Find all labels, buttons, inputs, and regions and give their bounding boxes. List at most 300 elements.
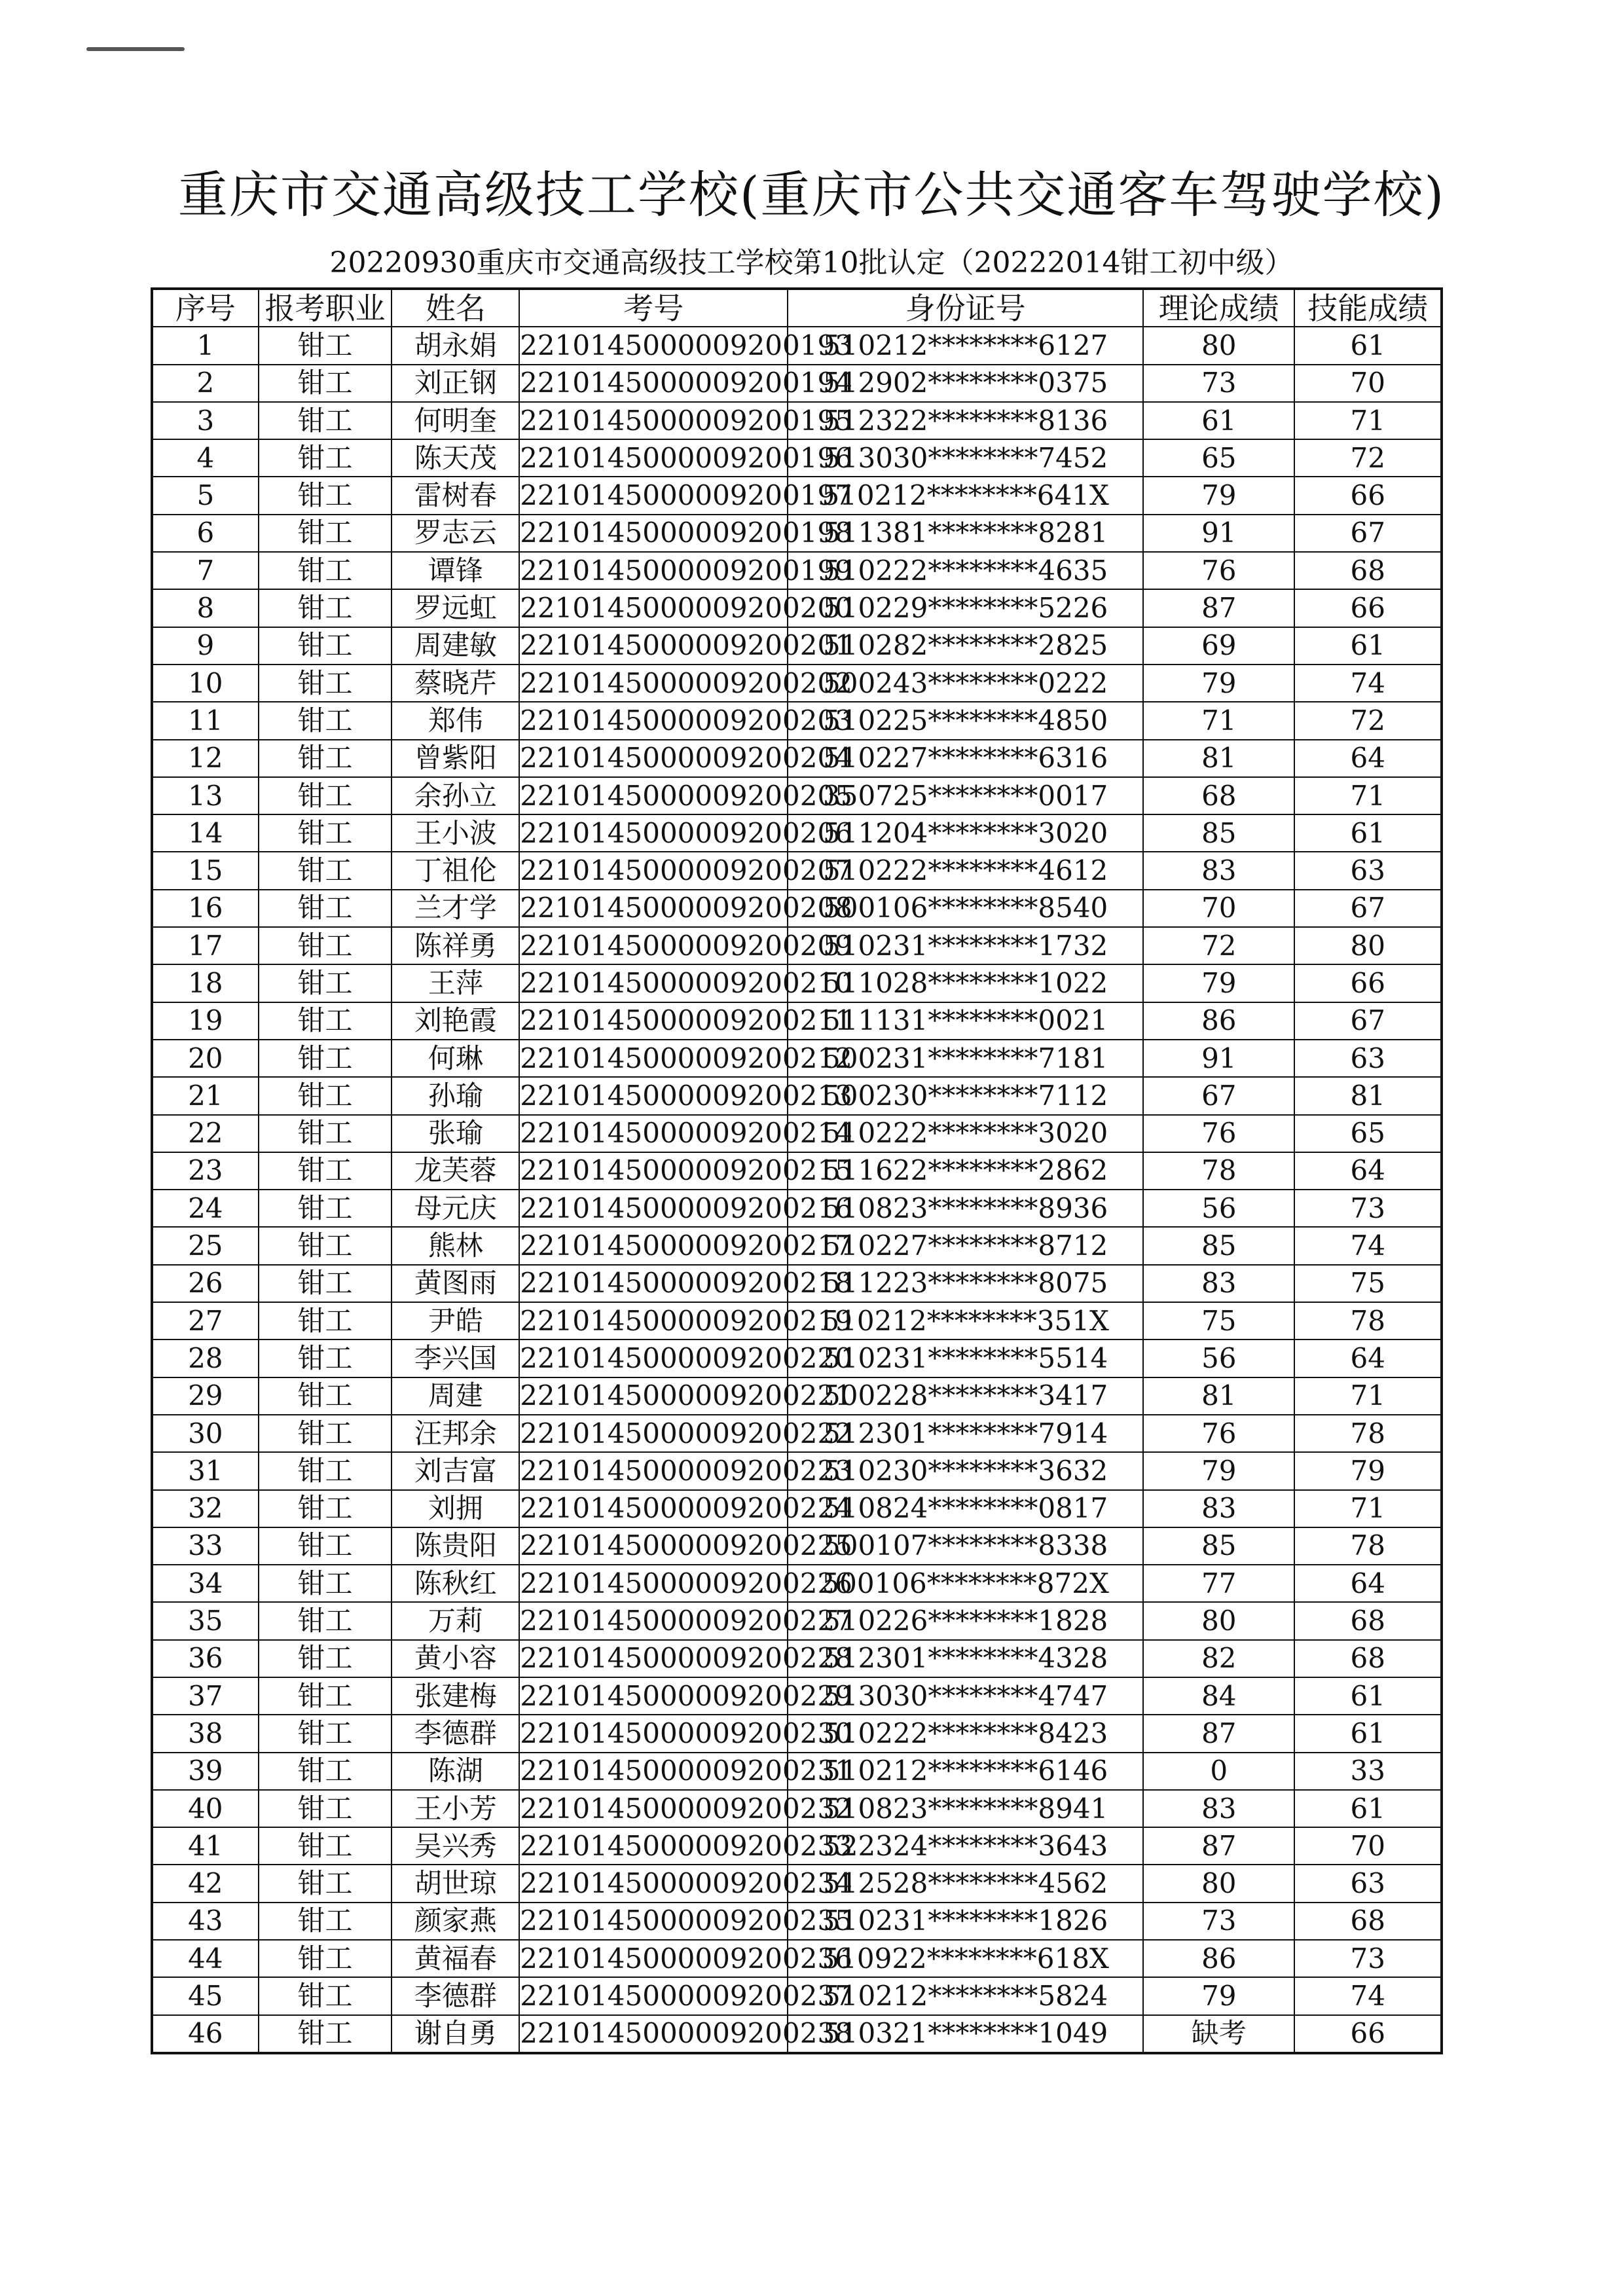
- cell-name: 李德群: [392, 1715, 519, 1752]
- cell-name: 刘正钢: [392, 365, 519, 402]
- cell-exam-number: 2210145000009200211: [519, 1002, 788, 1040]
- cell-seq: 16: [152, 890, 259, 927]
- cell-exam-number: 2210145000009200212: [519, 1040, 788, 1077]
- table-row: [152, 852, 1442, 889]
- cell-name: 周建: [392, 1377, 519, 1415]
- cell-id-number: 350725********0017: [788, 777, 1143, 814]
- cell-id-number: 510231********5514: [788, 1339, 1143, 1377]
- cell-exam-number: 2210145000009200224: [519, 1490, 788, 1527]
- table-row: [152, 1602, 1442, 1639]
- cell-skill-score: 68: [1294, 1640, 1442, 1677]
- cell-exam-number: 2210145000009200235: [519, 1903, 788, 1940]
- cell-occupation: 钳工: [259, 2015, 392, 2053]
- cell-theory-score: 76: [1143, 552, 1294, 589]
- cell-exam-number: 2210145000009200238: [519, 2015, 788, 2053]
- cell-skill-score: 68: [1294, 1602, 1442, 1639]
- scan-mark: [86, 47, 185, 51]
- document-title: 重庆市交通高级技工学校(重庆市公共交通客车驾驶学校): [177, 166, 1446, 224]
- table-row: [152, 1115, 1442, 1152]
- cell-skill-score: 78: [1294, 1415, 1442, 1452]
- cell-id-number: 511131********0021: [788, 1002, 1143, 1040]
- cell-occupation: 钳工: [259, 1265, 392, 1302]
- cell-exam-number: 2210145000009200225: [519, 1527, 788, 1565]
- table-row: [152, 402, 1442, 439]
- cell-exam-number: 2210145000009200206: [519, 814, 788, 852]
- cell-exam-number: 2210145000009200202: [519, 665, 788, 702]
- cell-exam-number: 2210145000009200209: [519, 927, 788, 964]
- cell-id-number: 500107********8338: [788, 1527, 1143, 1565]
- cell-occupation: 钳工: [259, 1152, 392, 1190]
- cell-seq: 13: [152, 777, 259, 814]
- cell-id-number: 522324********3643: [788, 1827, 1143, 1865]
- cell-seq: 17: [152, 927, 259, 964]
- cell-occupation: 钳工: [259, 1827, 392, 1865]
- cell-seq: 44: [152, 1940, 259, 1977]
- cell-skill-score: 68: [1294, 552, 1442, 589]
- cell-id-number: 500106********8540: [788, 890, 1143, 927]
- cell-seq: 23: [152, 1152, 259, 1190]
- cell-skill-score: 74: [1294, 1227, 1442, 1264]
- cell-occupation: 钳工: [259, 702, 392, 739]
- cell-id-number: 511028********1022: [788, 964, 1143, 1002]
- cell-seq: 19: [152, 1002, 259, 1040]
- table-row: [152, 1077, 1442, 1114]
- cell-id-number: 510222********3020: [788, 1115, 1143, 1152]
- table-row: [152, 1715, 1442, 1752]
- cell-id-number: 500106********872X: [788, 1565, 1143, 1602]
- cell-id-number: 513030********4747: [788, 1677, 1143, 1715]
- table-row: [152, 665, 1442, 702]
- cell-exam-number: 2210145000009200234: [519, 1865, 788, 1902]
- cell-id-number: 510212********5824: [788, 1977, 1143, 2014]
- cell-id-number: 510231********1732: [788, 927, 1143, 964]
- cell-id-number: 510212********6146: [788, 1753, 1143, 1790]
- cell-seq: 32: [152, 1490, 259, 1527]
- cell-seq: 15: [152, 852, 259, 889]
- cell-theory-score: 81: [1143, 1377, 1294, 1415]
- cell-exam-number: 2210145000009200229: [519, 1677, 788, 1715]
- cell-exam-number: 2210145000009200196: [519, 439, 788, 477]
- cell-name: 汪邦余: [392, 1415, 519, 1452]
- table-row: [152, 1227, 1442, 1264]
- cell-id-number: 511204********3020: [788, 814, 1143, 852]
- cell-seq: 25: [152, 1227, 259, 1264]
- cell-occupation: 钳工: [259, 1415, 392, 1452]
- cell-occupation: 钳工: [259, 665, 392, 702]
- cell-exam-number: 2210145000009200215: [519, 1152, 788, 1190]
- cell-name: 吴兴秀: [392, 1827, 519, 1865]
- cell-theory-score: 73: [1143, 1903, 1294, 1940]
- cell-exam-number: 2210145000009200223: [519, 1452, 788, 1489]
- cell-theory-score: 75: [1143, 1302, 1294, 1339]
- cell-skill-score: 61: [1294, 627, 1442, 665]
- cell-exam-number: 2210145000009200220: [519, 1339, 788, 1377]
- table-row: [152, 365, 1442, 402]
- table-row: [152, 702, 1442, 739]
- cell-skill-score: 67: [1294, 515, 1442, 552]
- cell-exam-number: 2210145000009200222: [519, 1415, 788, 1452]
- cell-exam-number: 2210145000009200203: [519, 702, 788, 739]
- table-row: [152, 1753, 1442, 1790]
- cell-skill-score: 63: [1294, 852, 1442, 889]
- cell-theory-score: 80: [1143, 327, 1294, 364]
- cell-theory-score: 77: [1143, 1565, 1294, 1602]
- cell-skill-score: 74: [1294, 665, 1442, 702]
- cell-theory-score: 79: [1143, 665, 1294, 702]
- cell-skill-score: 71: [1294, 402, 1442, 439]
- cell-seq: 12: [152, 740, 259, 777]
- cell-seq: 28: [152, 1339, 259, 1377]
- cell-name: 熊林: [392, 1227, 519, 1264]
- cell-name: 刘拥: [392, 1490, 519, 1527]
- header-skill-score: 技能成绩: [1294, 289, 1442, 327]
- cell-id-number: 510227********6316: [788, 740, 1143, 777]
- table-row: [152, 1865, 1442, 1902]
- cell-seq: 33: [152, 1527, 259, 1565]
- cell-occupation: 钳工: [259, 1002, 392, 1040]
- cell-id-number: 512528********4562: [788, 1865, 1143, 1902]
- cell-seq: 3: [152, 402, 259, 439]
- cell-occupation: 钳工: [259, 1339, 392, 1377]
- cell-occupation: 钳工: [259, 477, 392, 514]
- cell-skill-score: 71: [1294, 1377, 1442, 1415]
- document-subtitle: 20220930重庆市交通高级技工学校第10批认定（20222014钳工初中级）: [329, 246, 1294, 280]
- cell-skill-score: 66: [1294, 477, 1442, 514]
- table-row: [152, 1790, 1442, 1827]
- cell-occupation: 钳工: [259, 1302, 392, 1339]
- table-row: [152, 890, 1442, 927]
- cell-theory-score: 80: [1143, 1865, 1294, 1902]
- cell-id-number: 510222********8423: [788, 1715, 1143, 1752]
- cell-occupation: 钳工: [259, 777, 392, 814]
- cell-exam-number: 2210145000009200198: [519, 515, 788, 552]
- cell-occupation: 钳工: [259, 1077, 392, 1114]
- header-seq: 序号: [152, 289, 259, 327]
- cell-exam-number: 2210145000009200207: [519, 852, 788, 889]
- cell-skill-score: 81: [1294, 1077, 1442, 1114]
- cell-seq: 40: [152, 1790, 259, 1827]
- cell-id-number: 500228********3417: [788, 1377, 1143, 1415]
- cell-skill-score: 64: [1294, 1152, 1442, 1190]
- header-id-number: 身份证号: [788, 289, 1143, 327]
- cell-exam-number: 2210145000009200204: [519, 740, 788, 777]
- cell-occupation: 钳工: [259, 1527, 392, 1565]
- table-row: [152, 1452, 1442, 1489]
- cell-id-number: 510824********0817: [788, 1490, 1143, 1527]
- table-row: [152, 814, 1442, 852]
- cell-exam-number: 2210145000009200230: [519, 1715, 788, 1752]
- cell-occupation: 钳工: [259, 890, 392, 927]
- table-row: [152, 1190, 1442, 1227]
- table-row: [152, 1827, 1442, 1865]
- cell-exam-number: 2210145000009200197: [519, 477, 788, 514]
- cell-seq: 10: [152, 665, 259, 702]
- cell-name: 罗志云: [392, 515, 519, 552]
- table-header-row: [152, 289, 1442, 327]
- cell-name: 李兴国: [392, 1339, 519, 1377]
- cell-seq: 31: [152, 1452, 259, 1489]
- cell-seq: 35: [152, 1602, 259, 1639]
- cell-occupation: 钳工: [259, 1565, 392, 1602]
- cell-name: 雷树春: [392, 477, 519, 514]
- cell-occupation: 钳工: [259, 627, 392, 665]
- cell-occupation: 钳工: [259, 327, 392, 364]
- cell-exam-number: 2210145000009200218: [519, 1265, 788, 1302]
- table-body: [152, 327, 1442, 2053]
- table-row: [152, 327, 1442, 364]
- cell-theory-score: 91: [1143, 515, 1294, 552]
- cell-id-number: 510225********4850: [788, 702, 1143, 739]
- cell-id-number: 510212********351X: [788, 1302, 1143, 1339]
- table-row: [152, 515, 1442, 552]
- cell-theory-score: 0: [1143, 1753, 1294, 1790]
- cell-seq: 2: [152, 365, 259, 402]
- cell-name: 谭锋: [392, 552, 519, 589]
- cell-theory-score: 73: [1143, 365, 1294, 402]
- cell-skill-score: 61: [1294, 814, 1442, 852]
- cell-seq: 24: [152, 1190, 259, 1227]
- cell-id-number: 510212********6127: [788, 327, 1143, 364]
- table-row: [152, 1640, 1442, 1677]
- cell-skill-score: 63: [1294, 1865, 1442, 1902]
- table-row: [152, 1903, 1442, 1940]
- table-row: [152, 477, 1442, 514]
- cell-seq: 26: [152, 1265, 259, 1302]
- cell-seq: 42: [152, 1865, 259, 1902]
- cell-seq: 45: [152, 1977, 259, 2014]
- cell-occupation: 钳工: [259, 552, 392, 589]
- cell-seq: 46: [152, 2015, 259, 2053]
- cell-occupation: 钳工: [259, 365, 392, 402]
- cell-occupation: 钳工: [259, 964, 392, 1002]
- cell-exam-number: 2210145000009200210: [519, 964, 788, 1002]
- cell-theory-score: 68: [1143, 777, 1294, 814]
- cell-id-number: 510230********3632: [788, 1452, 1143, 1489]
- table-row: [152, 1339, 1442, 1377]
- cell-name: 郑伟: [392, 702, 519, 739]
- header-occupation: 报考职业: [259, 289, 392, 327]
- cell-theory-score: 91: [1143, 1040, 1294, 1077]
- cell-occupation: 钳工: [259, 1115, 392, 1152]
- cell-theory-score: 缺考: [1143, 2015, 1294, 2053]
- cell-occupation: 钳工: [259, 814, 392, 852]
- cell-theory-score: 81: [1143, 740, 1294, 777]
- cell-id-number: 500231********7181: [788, 1040, 1143, 1077]
- cell-skill-score: 64: [1294, 740, 1442, 777]
- cell-theory-score: 87: [1143, 589, 1294, 627]
- table-row: [152, 777, 1442, 814]
- cell-id-number: 513030********7452: [788, 439, 1143, 477]
- cell-name: 胡世琼: [392, 1865, 519, 1902]
- cell-name: 陈祥勇: [392, 927, 519, 964]
- cell-id-number: 510231********1826: [788, 1903, 1143, 1940]
- cell-name: 周建敏: [392, 627, 519, 665]
- cell-seq: 9: [152, 627, 259, 665]
- cell-skill-score: 64: [1294, 1565, 1442, 1602]
- table-row: [152, 1415, 1442, 1452]
- cell-id-number: 510321********1049: [788, 2015, 1143, 2053]
- cell-seq: 1: [152, 327, 259, 364]
- cell-id-number: 510282********2825: [788, 627, 1143, 665]
- cell-name: 丁祖伦: [392, 852, 519, 889]
- cell-theory-score: 83: [1143, 852, 1294, 889]
- cell-id-number: 510823********8936: [788, 1190, 1143, 1227]
- cell-name: 王小波: [392, 814, 519, 852]
- table-row: [152, 1152, 1442, 1190]
- cell-seq: 14: [152, 814, 259, 852]
- cell-skill-score: 66: [1294, 589, 1442, 627]
- cell-theory-score: 86: [1143, 1002, 1294, 1040]
- cell-seq: 38: [152, 1715, 259, 1752]
- table-row: [152, 2015, 1442, 2053]
- cell-name: 王小芳: [392, 1790, 519, 1827]
- cell-name: 颜家燕: [392, 1903, 519, 1940]
- cell-theory-score: 79: [1143, 1977, 1294, 2014]
- cell-theory-score: 83: [1143, 1490, 1294, 1527]
- cell-theory-score: 71: [1143, 702, 1294, 739]
- cell-theory-score: 56: [1143, 1339, 1294, 1377]
- cell-exam-number: 2210145000009200208: [519, 890, 788, 927]
- cell-theory-score: 65: [1143, 439, 1294, 477]
- cell-theory-score: 76: [1143, 1415, 1294, 1452]
- cell-occupation: 钳工: [259, 1977, 392, 2014]
- cell-name: 黄福春: [392, 1940, 519, 1977]
- cell-theory-score: 87: [1143, 1715, 1294, 1752]
- cell-name: 张建梅: [392, 1677, 519, 1715]
- cell-seq: 43: [152, 1903, 259, 1940]
- cell-name: 罗远虹: [392, 589, 519, 627]
- cell-seq: 29: [152, 1377, 259, 1415]
- cell-exam-number: 2210145000009200228: [519, 1640, 788, 1677]
- cell-theory-score: 67: [1143, 1077, 1294, 1114]
- cell-occupation: 钳工: [259, 1715, 392, 1752]
- cell-seq: 21: [152, 1077, 259, 1114]
- cell-occupation: 钳工: [259, 1790, 392, 1827]
- cell-exam-number: 2210145000009200205: [519, 777, 788, 814]
- cell-occupation: 钳工: [259, 852, 392, 889]
- cell-seq: 34: [152, 1565, 259, 1602]
- cell-name: 何明奎: [392, 402, 519, 439]
- header-theory-score: 理论成绩: [1143, 289, 1294, 327]
- cell-theory-score: 76: [1143, 1115, 1294, 1152]
- table-row: [152, 439, 1442, 477]
- cell-exam-number: 2210145000009200217: [519, 1227, 788, 1264]
- cell-theory-score: 61: [1143, 402, 1294, 439]
- cell-name: 王萍: [392, 964, 519, 1002]
- cell-name: 何琳: [392, 1040, 519, 1077]
- table-row: [152, 964, 1442, 1002]
- cell-skill-score: 61: [1294, 1715, 1442, 1752]
- cell-skill-score: 33: [1294, 1753, 1442, 1790]
- cell-occupation: 钳工: [259, 589, 392, 627]
- cell-id-number: 500230********7112: [788, 1077, 1143, 1114]
- cell-exam-number: 2210145000009200226: [519, 1565, 788, 1602]
- cell-name: 兰才学: [392, 890, 519, 927]
- cell-name: 陈秋红: [392, 1565, 519, 1602]
- cell-name: 万莉: [392, 1602, 519, 1639]
- cell-name: 陈贵阳: [392, 1527, 519, 1565]
- cell-skill-score: 70: [1294, 365, 1442, 402]
- cell-seq: 6: [152, 515, 259, 552]
- cell-skill-score: 75: [1294, 1265, 1442, 1302]
- cell-theory-score: 70: [1143, 890, 1294, 927]
- cell-id-number: 512301********4328: [788, 1640, 1143, 1677]
- cell-occupation: 钳工: [259, 1753, 392, 1790]
- cell-occupation: 钳工: [259, 1190, 392, 1227]
- cell-seq: 36: [152, 1640, 259, 1677]
- cell-theory-score: 85: [1143, 1227, 1294, 1264]
- cell-seq: 11: [152, 702, 259, 739]
- cell-id-number: 512322********8136: [788, 402, 1143, 439]
- cell-theory-score: 87: [1143, 1827, 1294, 1865]
- cell-id-number: 511622********2862: [788, 1152, 1143, 1190]
- cell-theory-score: 79: [1143, 1452, 1294, 1489]
- cell-skill-score: 72: [1294, 439, 1442, 477]
- cell-name: 孙瑜: [392, 1077, 519, 1114]
- cell-occupation: 钳工: [259, 740, 392, 777]
- cell-name: 黄小容: [392, 1640, 519, 1677]
- table-row: [152, 1977, 1442, 2014]
- cell-name: 李德群: [392, 1977, 519, 2014]
- cell-skill-score: 67: [1294, 1002, 1442, 1040]
- cell-skill-score: 66: [1294, 964, 1442, 1002]
- cell-skill-score: 73: [1294, 1190, 1442, 1227]
- cell-id-number: 510229********5226: [788, 589, 1143, 627]
- cell-skill-score: 78: [1294, 1527, 1442, 1565]
- cell-seq: 41: [152, 1827, 259, 1865]
- cell-id-number: 510222********4612: [788, 852, 1143, 889]
- cell-exam-number: 2210145000009200199: [519, 552, 788, 589]
- table-row: [152, 927, 1442, 964]
- cell-theory-score: 82: [1143, 1640, 1294, 1677]
- cell-skill-score: 73: [1294, 1940, 1442, 1977]
- cell-name: 谢自勇: [392, 2015, 519, 2053]
- cell-name: 陈湖: [392, 1753, 519, 1790]
- cell-theory-score: 85: [1143, 1527, 1294, 1565]
- cell-seq: 5: [152, 477, 259, 514]
- cell-skill-score: 74: [1294, 1977, 1442, 2014]
- cell-seq: 27: [152, 1302, 259, 1339]
- cell-skill-score: 61: [1294, 327, 1442, 364]
- cell-skill-score: 65: [1294, 1115, 1442, 1152]
- cell-occupation: 钳工: [259, 1640, 392, 1677]
- cell-theory-score: 69: [1143, 627, 1294, 665]
- table-row: [152, 1527, 1442, 1565]
- cell-theory-score: 80: [1143, 1602, 1294, 1639]
- cell-occupation: 钳工: [259, 1602, 392, 1639]
- table-row: [152, 1265, 1442, 1302]
- cell-name: 蔡晓芹: [392, 665, 519, 702]
- cell-skill-score: 79: [1294, 1452, 1442, 1489]
- cell-id-number: 510222********4635: [788, 552, 1143, 589]
- cell-skill-score: 70: [1294, 1827, 1442, 1865]
- cell-skill-score: 63: [1294, 1040, 1442, 1077]
- cell-exam-number: 2210145000009200232: [519, 1790, 788, 1827]
- cell-theory-score: 83: [1143, 1790, 1294, 1827]
- cell-exam-number: 2210145000009200200: [519, 589, 788, 627]
- table-row: [152, 552, 1442, 589]
- cell-skill-score: 68: [1294, 1903, 1442, 1940]
- table-row: [152, 1040, 1442, 1077]
- cell-exam-number: 2210145000009200213: [519, 1077, 788, 1114]
- cell-seq: 4: [152, 439, 259, 477]
- header-exam-number: 考号: [519, 289, 788, 327]
- cell-exam-number: 2210145000009200219: [519, 1302, 788, 1339]
- cell-skill-score: 80: [1294, 927, 1442, 964]
- cell-occupation: 钳工: [259, 1903, 392, 1940]
- table-row: [152, 589, 1442, 627]
- cell-seq: 7: [152, 552, 259, 589]
